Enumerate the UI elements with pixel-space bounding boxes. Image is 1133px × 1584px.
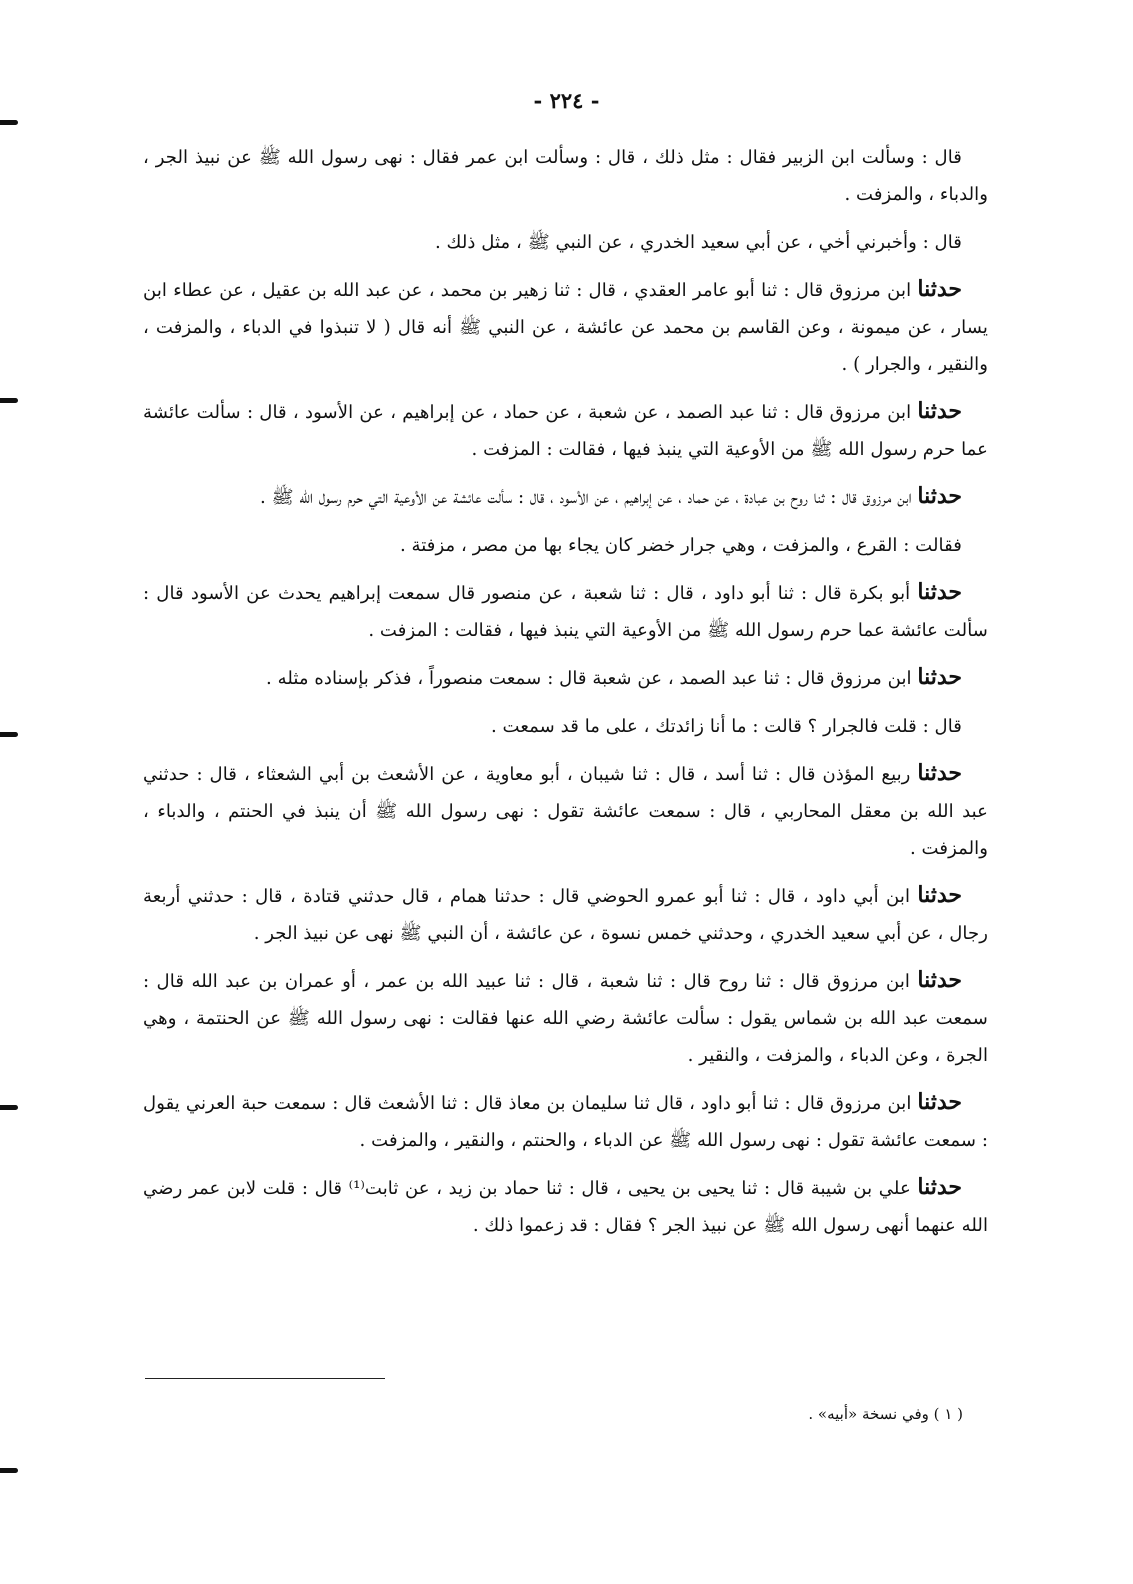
paragraph-lead-word: حدثنا bbox=[917, 579, 962, 605]
paragraph-lead-word: حدثنا bbox=[917, 664, 962, 690]
scan-edge-mark bbox=[0, 1105, 18, 1110]
paragraph bbox=[143, 478, 988, 516]
paragraph bbox=[143, 574, 988, 649]
paragraph-text: ابن مرزوق قال : ثنا عبد الصمد ، عن شعبة ، عن حماد ، عن إبراهيم ، عن الأسود ، قال : سألت عائشة عما حرم رسول الله ﷺ من الأوعية التي ينبذ فيها ، فقالت : المزفت . bbox=[143, 402, 988, 460]
paragraph bbox=[143, 1169, 988, 1244]
paragraph-lead-word: حدثنا bbox=[917, 882, 962, 908]
paragraph-text: ابن أبي داود ، قال : ثنا أبو عمرو الحوضي قال : حدثنا همام ، قال حدثني قتادة ، قال : حدثني أربعة رجال ، عن أبي سعيد الخدري ، وحدثني خمس نسوة ، عن عائشة ، أن النبي ﷺ نهى عن نبيذ الجر . bbox=[143, 886, 988, 944]
paragraph bbox=[143, 138, 988, 213]
paragraph-lead-word: حدثنا bbox=[917, 1174, 963, 1200]
paragraph-text: أبو بكرة قال : ثنا أبو داود ، قال : ثنا شعبة ، عن منصور قال سمعت إبراهيم يحدث عن الأسود قال : سألت عائشة عما حرم رسول الله ﷺ من الأوعية التي ينبذ فيها ، فقالت : المزفت . bbox=[143, 583, 988, 641]
paragraph-text: ربيع المؤذن قال : ثنا أسد ، قال : ثنا شيبان ، أبو معاوية ، عن الأشعث بن أبي الشعثاء ، قال : حدثني عبد الله بن معقل المحاربي ، قال : سمعت عائشة تقول : نهى رسول الله ﷺ أن ينبذ في الحنتم ، والدباء ، والمزفت . bbox=[143, 764, 988, 859]
paragraph-lead-word: حدثنا bbox=[917, 483, 962, 509]
paragraph-text: فقالت : القرع ، والمزفت ، وهي جرار خضر كان يجاء بها من مصر ، مزفتة . bbox=[399, 535, 962, 556]
paragraph bbox=[143, 962, 988, 1074]
paragraph bbox=[143, 659, 988, 697]
paragraph-text: ابن مرزوق قال : ثنا عبد الصمد ، عن شعبة قال : سمعت منصوراً ، فذكر بإسناده مثله . bbox=[266, 668, 918, 689]
paragraph-text: علي بن شيبة قال : ثنا يحيى بن يحيى ، قال : ثنا حماد بن زيد ، عن ثابت⁽¹⁾ قال : قلت لابن عمر رضي الله عنهما أنهى رسول الله ﷺ عن نبيذ الجر ؟ فقال : قد زعموا ذلك . bbox=[143, 1178, 988, 1236]
paragraph bbox=[143, 393, 988, 468]
footnote: ( ١ ) وفي نسخة «أبيه» . bbox=[808, 1405, 963, 1423]
paragraph-lead-word: حدثنا bbox=[917, 760, 962, 786]
paragraph-text: ابن مرزوق قال : ثنا أبو داود ، قال ثنا سليمان بن معاذ قال : ثنا الأشعث قال : سمعت حبة العرني يقول : سمعت عائشة تقول : نهى رسول الله ﷺ عن الدباء ، والحنتم ، والنقير ، والمزفت . bbox=[143, 1093, 988, 1151]
paragraph bbox=[143, 526, 988, 564]
paragraph-text: قال : قلت فالجرار ؟ قالت : ما أنا زائدتك ، على ما قد سمعت . bbox=[490, 716, 962, 737]
scan-edge-mark bbox=[0, 732, 18, 737]
paragraph-lead-word: حدثنا bbox=[917, 967, 962, 993]
paragraph-text: قال : وسألت ابن الزبير فقال : مثل ذلك ، قال : وسألت ابن عمر فقال : نهى رسول الله ﷺ عن نبيذ الجر ، والدباء ، والمزفت . bbox=[143, 147, 988, 205]
page-number: - ٢٢٤ - bbox=[533, 88, 600, 113]
paragraph-text: ابن مرزوق قال : ثنا روح قال : ثنا شعبة ، قال : ثنا عبيد الله بن عمر ، أو عمران بن عبد الله قال : سمعت عبد الله بن شماس يقول : سألت عائشة رضي الله عنها فقالت : نهى رسول الله ﷺ عن الحنتمة ، وهي الجرة ، وعن الدباء ، والمزفت ، والنقير . bbox=[143, 971, 988, 1066]
paragraph-lead-word: حدثنا bbox=[917, 276, 962, 302]
hadith-text-block bbox=[143, 138, 988, 1254]
paragraph bbox=[143, 755, 988, 867]
paragraph bbox=[143, 1084, 988, 1159]
paragraph bbox=[143, 707, 988, 745]
paragraph-lead-word: حدثنا bbox=[917, 398, 962, 424]
scan-edge-mark bbox=[0, 398, 18, 403]
paragraph bbox=[143, 271, 988, 383]
footnote-divider bbox=[145, 1378, 385, 1379]
paragraph-text: ابن مرزوق قال : ثنا روح بن عبادة ، عن حماد ، عن إبراهيم ، عن الأسود ، قال : سألت عائشة عن الأوعية التي حرم رسول الله ﷺ . bbox=[260, 487, 918, 508]
paragraph bbox=[143, 223, 988, 261]
paragraph-lead-word: حدثنا bbox=[917, 1089, 962, 1115]
scan-edge-mark bbox=[0, 120, 18, 125]
paragraph-text: قال : وأخبرني أخي ، عن أبي سعيد الخدري ، عن النبي ﷺ ، مثل ذلك . bbox=[434, 232, 962, 253]
paragraph bbox=[143, 877, 988, 952]
scan-edge-mark bbox=[0, 1468, 18, 1473]
paragraph-text: ابن مرزوق قال : ثنا أبو عامر العقدي ، قال : ثنا زهير بن محمد ، عن عبد الله بن عقيل ، عن عطاء ابن يسار ، عن ميمونة ، وعن القاسم بن محمد عن عائشة ، عن النبي ﷺ أنه قال ( لا تنبذوا في الدباء ، والمزفت ، والنقير ، والجرار ) . bbox=[143, 280, 988, 375]
